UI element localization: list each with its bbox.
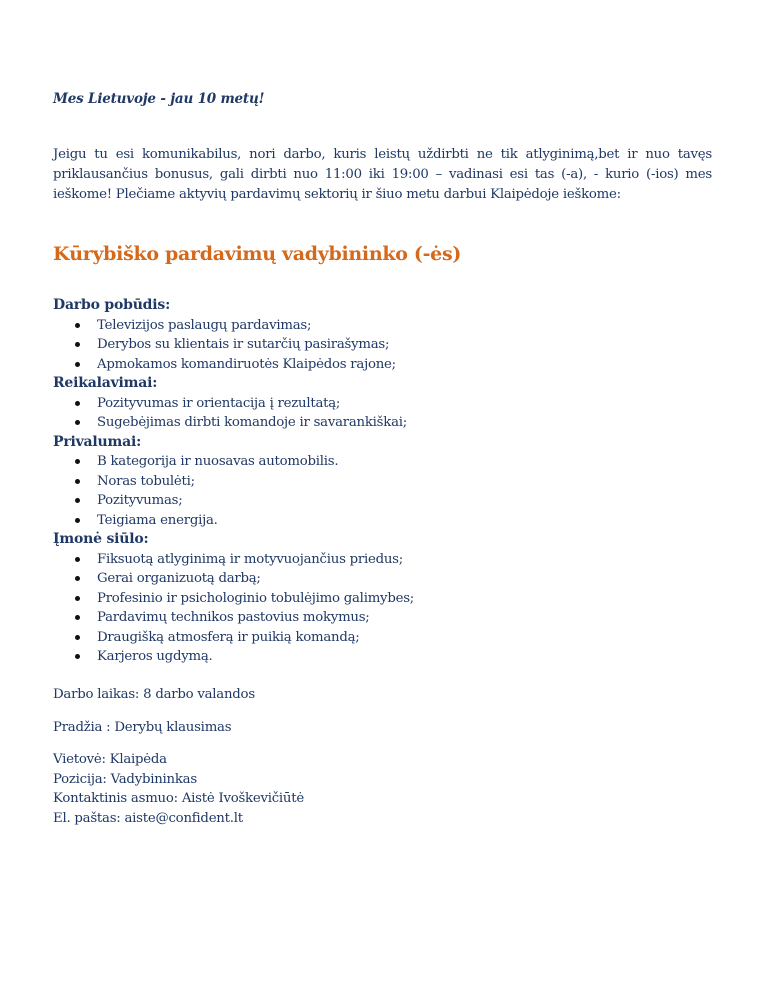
intro-title: Mes Lietuvoje - jau 10 metų! (53, 91, 265, 107)
list-item (53, 413, 712, 433)
section-heading: Įmonė siūlo: (53, 531, 149, 547)
list-item-text: Teigiama energija. (97, 512, 218, 528)
list-item (53, 589, 712, 609)
list-item (53, 355, 712, 375)
list-item-text: Pozityvumas ir orientacija į rezultatą; (97, 395, 341, 411)
contact-block (53, 750, 304, 828)
list-item (53, 491, 712, 511)
bullet-icon (75, 498, 80, 503)
list-item (53, 335, 712, 355)
bullet-icon (75, 635, 80, 640)
list-item-text: B kategorija ir nuosavas automobilis. (97, 454, 339, 469)
bullet-list (53, 316, 712, 375)
list-item (53, 569, 712, 589)
section-darbo-pobudis (53, 296, 712, 374)
bullet-icon (75, 323, 80, 328)
bullet-icon (75, 362, 80, 367)
bullet-icon (75, 596, 80, 601)
bullet-list (53, 452, 712, 530)
requirements-sections (53, 296, 712, 667)
section-heading: Darbo pobūdis: (53, 297, 171, 313)
intro-paragraph: Jeigu tu esi komunikabilus, nori darbo, kuris leistų uždirbti ne tik atlyginimą,bet ir nuo tavęs priklausančius bonusus, gali dirbti nuo 11:00 iki 19:00 – vadinasi esi tas (-a), - kurio (-ios) mes ieškome! Plečiame aktyvių pardavimų sektorių ir šiuo metu darbui Klaipėdoje ieškome: (53, 147, 712, 202)
list-item-text: Gerai organizuotą darbą; (97, 571, 261, 586)
bullet-icon (75, 459, 80, 464)
job-title: Kūrybiško pardavimų vadybininko (-ės) (53, 243, 462, 265)
bullet-list (53, 550, 712, 667)
bullet-icon (75, 401, 80, 406)
list-item (53, 550, 712, 570)
list-item-text: Profesinio ir psichologinio tobulėjimo galimybes; (97, 590, 414, 606)
list-item (53, 316, 712, 336)
section-privalumai (53, 433, 712, 531)
bullet-icon (75, 557, 80, 562)
contact-email[interactable]: El. paštas: aiste@confident.lt (53, 810, 243, 826)
list-item-text: Apmokamos komandiruotės Klaipėdos rajone; (97, 356, 396, 372)
start-date: Pradžia : Derybų klausimas (53, 720, 232, 735)
list-item-text: Fiksuotą atlyginimą ir motyvuojančius priedus; (97, 551, 403, 567)
list-item-text: Noras tobulėti; (97, 473, 195, 489)
bullet-icon (75, 420, 80, 425)
bullet-icon (75, 342, 80, 347)
list-item-text: Sugebėjimas dirbti komandoje ir savarankiškai; (97, 415, 407, 430)
list-item (53, 452, 712, 472)
list-item-text: Draugišką atmosferą ir puikią komandą; (97, 629, 360, 645)
list-item (53, 608, 712, 628)
list-item-text: Derybos su klientais ir sutarčių pasirašymas; (97, 337, 390, 352)
list-item (53, 472, 712, 492)
section-imone-siulo (53, 530, 712, 667)
position: Pozicija: Vadybininkas (53, 771, 197, 787)
list-item-text: Televizijos paslaugų pardavimas; (97, 317, 312, 333)
bullet-icon (75, 518, 80, 523)
list-item (53, 647, 712, 667)
list-item-text: Pozityvumas; (97, 493, 183, 508)
list-item-text: Pardavimų technikos pastovius mokymus; (97, 610, 370, 625)
section-heading: Privalumai: (53, 433, 142, 450)
list-item-text: Karjeros ugdymą. (97, 649, 213, 664)
bullet-icon (75, 615, 80, 620)
bullet-icon (75, 479, 80, 484)
work-hours: Darbo laikas: 8 darbo valandos (53, 687, 255, 702)
location: Vietovė: Klaipėda (53, 752, 167, 767)
section-reikalavimai (53, 374, 712, 433)
bullet-icon (75, 654, 80, 659)
bullet-icon (75, 576, 80, 581)
contact-person: Kontaktinis asmuo: Aistė Ivoškevičiūtė (53, 791, 304, 806)
list-item (53, 628, 712, 648)
bullet-list (53, 394, 712, 433)
list-item (53, 511, 712, 531)
section-heading: Reikalavimai: (53, 375, 158, 391)
list-item (53, 394, 712, 414)
